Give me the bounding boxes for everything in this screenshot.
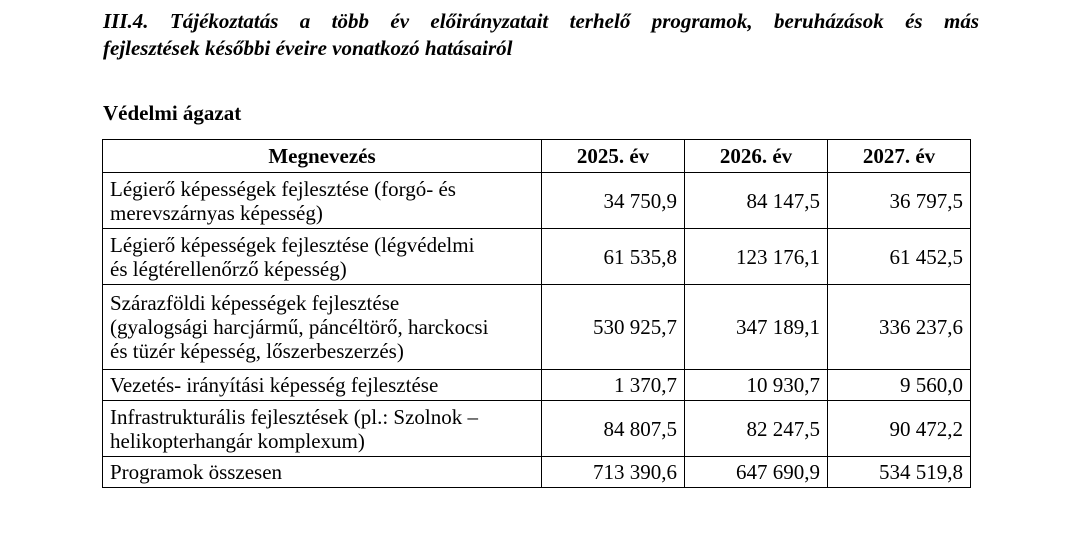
value-2025: 61 535,8 [542,229,685,285]
table-row [103,401,971,457]
table-header-row [103,140,971,173]
value-2026: 123 176,1 [685,229,828,285]
value-2027: 336 237,6 [828,285,971,370]
row-name-line: Szárazföldi képességek fejlesztése [110,291,400,315]
table-row [103,229,971,285]
value-2026: 84 147,5 [685,173,828,229]
value-2025: 84 807,5 [542,401,685,457]
header-2025: 2025. év [542,140,685,173]
row-name [103,173,542,229]
row-name-line: Infrastrukturális fejlesztések (pl.: Szolnok – [110,404,478,429]
data-table [102,139,971,488]
row-name-line: (gyalogsági harcjármű, páncéltörő, harckocsi [110,315,489,339]
header-2027: 2027. év [828,140,971,173]
header-megnevezes: Megnevezés [103,140,542,173]
value-2027: 90 472,2 [828,401,971,457]
row-name-line: Légierő képességek fejlesztése (forgó- és [110,176,456,201]
value-2025: 530 925,7 [542,285,685,370]
document-heading [103,8,979,62]
value-2026: 82 247,5 [685,401,828,457]
row-name [103,457,542,488]
value-2026: 347 189,1 [685,285,828,370]
heading-line-1: III.4. Tájékoztatás a több év előirányzatait terhelő programok, beruházások és más [103,9,979,33]
value-2025: 713 390,6 [542,457,685,488]
value-2027: 9 560,0 [828,370,971,401]
row-name-line: Vezetés- irányítási képesség fejlesztése [110,373,439,397]
row-name-line: és tüzér képesség, lőszerbeszerzés) [110,339,404,363]
row-name-line: Programok összesen [110,460,283,484]
value-2026: 10 930,7 [685,370,828,401]
heading-line-2: fejlesztések későbbi éveire vonatkozó hatásairól [103,36,513,60]
row-name [103,229,542,285]
row-name [103,285,542,370]
row-name [103,370,542,401]
row-name-line: és légtérellenőrző képesség) [110,256,347,281]
row-name-line: helikopterhangár komplexum) [110,428,365,453]
value-2027: 534 519,8 [828,457,971,488]
table-row-total [103,457,971,488]
row-name-line: merevszárnyas képesség) [110,200,323,225]
value-2025: 34 750,9 [542,173,685,229]
row-name-line: Légierő képességek fejlesztése (légvédelmi [110,232,475,257]
value-2027: 36 797,5 [828,173,971,229]
table-row [103,370,971,401]
value-2025: 1 370,7 [542,370,685,401]
value-2027: 61 452,5 [828,229,971,285]
header-2026: 2026. év [685,140,828,173]
table-row [103,285,971,370]
section-title: Védelmi ágazat [103,101,242,125]
table-row [103,173,971,229]
row-name [103,401,542,457]
value-2026: 647 690,9 [685,457,828,488]
